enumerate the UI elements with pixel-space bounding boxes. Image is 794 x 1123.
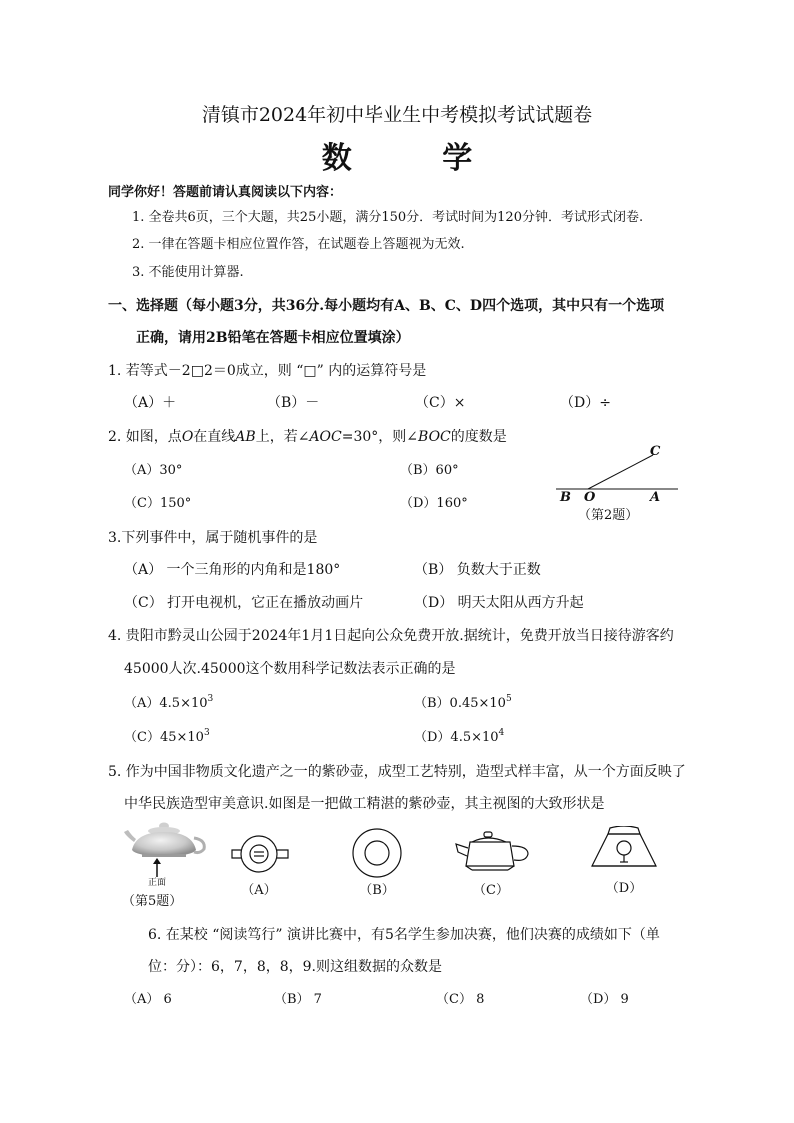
q6-option-d: （D） 9 xyxy=(580,992,629,1007)
q1-stem: 1. 若等式－2□2＝0成立，则 “□” 内的运算符号是 xyxy=(108,363,427,379)
q2-option-b: （B）60° xyxy=(400,463,459,478)
q3-stem: 3.下列事件中，属于随机事件的是 xyxy=(108,530,318,546)
q2-label-c: C xyxy=(650,444,661,459)
q2-caption: （第2题） xyxy=(578,508,639,523)
notice-greeting: 同学你好！答题前请认真阅读以下内容： xyxy=(108,185,343,200)
q4-option-b-base: （B）0.45×10 xyxy=(414,696,506,711)
q5-view-a xyxy=(230,828,292,878)
q5-view-c xyxy=(454,830,532,876)
q6-stem-line2: 位：分）：6，7，8，8，9.则这组数据的众数是 xyxy=(148,959,442,975)
q2-label-b: B xyxy=(560,490,571,505)
notice-item-1: 1. 全卷共6页，三个大题，共25小题，满分150分．考试时间为120分钟．考试形式闭卷. xyxy=(132,210,644,225)
notice-item-2: 2. 一律在答题卡相应位置作答，在试题卷上答题视为无效. xyxy=(132,237,465,252)
q6-option-b: （B） 7 xyxy=(274,992,322,1007)
q2-stem-mid3: =30°，则∠ xyxy=(341,429,419,445)
q2-label-a: A xyxy=(650,490,661,505)
q4-option-d-base: （D）4.5×10 xyxy=(414,730,499,745)
q4-option-d xyxy=(414,728,505,745)
q4-option-a-exp: 3 xyxy=(207,694,214,704)
front-label: 正面 xyxy=(148,878,167,888)
q2-stem-point-o: O xyxy=(181,429,194,445)
q4-option-b xyxy=(414,694,512,711)
teapot-photo xyxy=(124,814,210,892)
q3-option-d: （D） 明天太阳从西方升起 xyxy=(414,595,584,611)
q1-option-c: （C）× xyxy=(415,395,466,411)
q2-option-a: （A）30° xyxy=(124,463,183,478)
q5-option-c: （C） xyxy=(473,883,509,898)
q2-label-o: O xyxy=(584,490,596,505)
q5-stem-line2: 中华民族造型审美意识.如图是一把做工精湛的紫砂壶，其主视图的大致形状是 xyxy=(124,796,605,812)
q2-stem-mid2: 上，若∠ xyxy=(255,429,310,445)
q5-option-b: （B） xyxy=(359,883,395,898)
q5-caption: （第5题） xyxy=(122,894,183,909)
q1-option-d: （D）÷ xyxy=(560,395,611,411)
q2-stem-pre: 2. 如图，点 xyxy=(108,429,182,445)
q5-stem-line1: 5. 作为中国非物质文化遗产之一的紫砂壶，成型工艺特别，造型式样丰富，从一个方面反映了 xyxy=(108,764,686,780)
q4-option-c-base: （C）45×10 xyxy=(124,730,204,745)
ray-oc xyxy=(588,455,653,489)
q3-option-a: （A） 一个三角形的内角和是180° xyxy=(124,562,341,578)
q2-stem-angle-aoc: AOC xyxy=(309,429,342,445)
q1-option-b: （B）－ xyxy=(267,395,320,411)
notice-item-3: 3. 不能使用计算器. xyxy=(132,265,244,280)
q2-stem-line-ab: AB xyxy=(235,429,256,445)
q5-view-d xyxy=(588,826,660,876)
q3-option-c: （C） 打开电视机，它正在播放动画片 xyxy=(124,595,364,611)
q5-view-b xyxy=(350,826,404,880)
q2-stem xyxy=(108,430,507,444)
q6-stem-line1: 6. 在某校 “阅读笃行” 演讲比赛中，有5名学生参加决赛，他们决赛的成绩如下（单 xyxy=(148,927,660,943)
q6-option-c: （C） 8 xyxy=(436,992,485,1007)
q2-stem-angle-boc: BOC xyxy=(418,429,451,445)
exam-title: 清镇市2024年初中毕业生中考模拟考试试题卷 xyxy=(201,104,593,126)
q2-stem-post: 的度数是 xyxy=(450,429,507,445)
q4-stem-line1: 4. 贵阳市黔灵山公园于2024年1月1日起向公众免费开放.据统计，免费开放当日接待游客约 xyxy=(108,628,674,644)
q4-option-c-exp: 3 xyxy=(203,728,210,738)
section1-heading-line1: 一、选择题（每小题3分，共36分.每小题均有A、B、C、D四个选项，其中只有一个选项 xyxy=(108,298,665,314)
q5-option-a: （A） xyxy=(241,883,277,898)
q4-option-a xyxy=(124,694,214,711)
q2-option-d: （D）160° xyxy=(400,496,468,511)
q5-option-d: （D） xyxy=(605,881,643,896)
q2-option-c: （C）150° xyxy=(124,496,192,511)
q4-option-d-exp: 4 xyxy=(498,728,505,738)
q6-option-a: （A） 6 xyxy=(124,992,172,1007)
subject-title: 数 学 xyxy=(321,141,513,176)
q1-option-a: （A）＋ xyxy=(124,395,177,411)
front-arrow-icon xyxy=(150,858,164,878)
q3-option-b: （B） 负数大于正数 xyxy=(414,562,541,578)
section1-heading-line2: 正确，请用2B铅笔在答题卡相应位置填涂） xyxy=(136,330,410,346)
q2-angle-figure xyxy=(552,440,682,500)
q2-stem-mid1: 在直线 xyxy=(193,429,236,445)
q4-option-c xyxy=(124,728,210,745)
q4-option-b-exp: 5 xyxy=(505,694,512,704)
q4-option-a-base: （A）4.5×10 xyxy=(124,696,208,711)
q4-stem-line2: 45000人次.45000这个数用科学记数法表示正确的是 xyxy=(124,661,456,677)
